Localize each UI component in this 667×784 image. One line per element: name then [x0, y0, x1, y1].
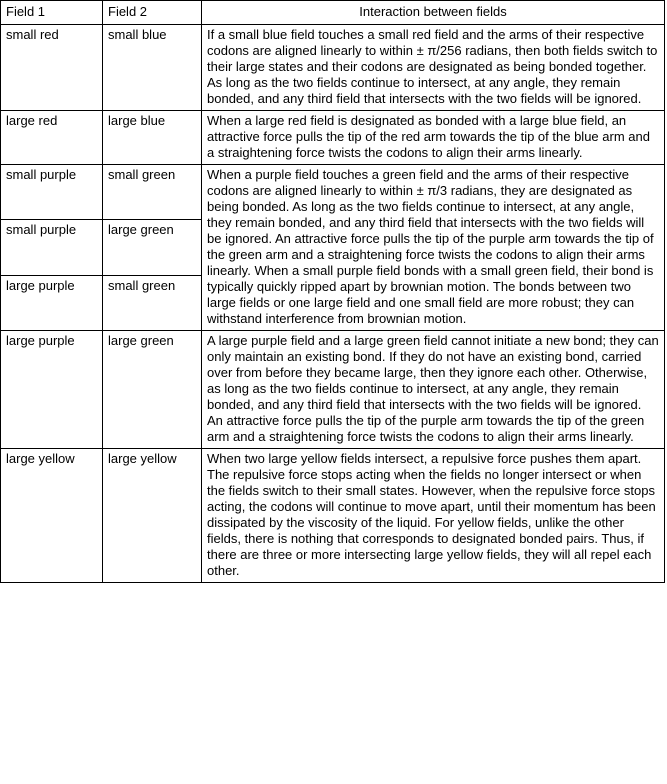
cell-field-1: small purple — [1, 220, 103, 275]
cell-field-2: large blue — [103, 111, 202, 165]
cell-field-2: large yellow — [103, 449, 202, 583]
header-interaction: Interaction between fields — [202, 1, 665, 25]
table-row — [1, 449, 665, 583]
cell-field-1: small red — [1, 25, 103, 111]
table-row — [1, 25, 665, 111]
cell-field-1: large purple — [1, 275, 103, 330]
cell-field-2: large green — [103, 220, 202, 275]
cell-interaction: When a purple field touches a green field and the arms of their respective codons are aligned linearly to within ± π/3 radians, they are designated as being bonded. As long as the two fields continue to intersect, at any angle, they remain bonded, and any third field that intersects with the two fields will be ignored. An attractive force pulls the tip of the purple arm towards the tip of the green arm and a straightening force twists the codons to align their arms linearly. When a small purple field bonds with a small green field, their bond is typically quickly ripped apart by brownian motion. The bonds between two large fields or one large field and one small field are more robust; they can withstand interference from brownian motion. — [202, 165, 665, 331]
cell-interaction: If a small blue field touches a small red field and the arms of their respective codons are aligned linearly to within ± π/256 radians, then both fields switch to their large states and their codons are designated as being bonded together. As long as the two fields continue to intersect, at any angle, they remain bonded, and any third field that intersects with the two fields will be ignored. — [202, 25, 665, 111]
cell-field-2: large green — [103, 331, 202, 449]
cell-interaction: When two large yellow fields intersect, a repulsive force pushes them apart. The repulsive force stops acting when the fields no longer intersect or when the fields switch to their small states. However, when the repulsive force stops acting, the codons will continue to move apart, until their momentum has been dissipated by the viscosity of the liquid. For yellow fields, unlike the other fields, there is nothing that corresponds to designated bonded pairs. Thus, if there are three or more intersecting large yellow fields, they will all repel each other. — [202, 449, 665, 583]
cell-field-2: small green — [103, 165, 202, 220]
cell-field-2: small blue — [103, 25, 202, 111]
header-field-1: Field 1 — [1, 1, 103, 25]
header-row — [1, 1, 665, 25]
cell-field-1: large purple — [1, 331, 103, 449]
table-row — [1, 111, 665, 165]
table-row — [1, 331, 665, 449]
cell-field-1: large red — [1, 111, 103, 165]
header-field-2: Field 2 — [103, 1, 202, 25]
cell-field-1: small purple — [1, 165, 103, 220]
cell-interaction: A large purple field and a large green field cannot initiate a new bond; they can only maintain an existing bond. If they do not have an existing bond, carried over from before they became large, then they ignore each other. Otherwise, as long as the two fields continue to intersect, at any angle, they remain bonded, and any third field that intersects with the two fields will be ignored. An attractive force pulls the tip of the purple arm towards the tip of the green arm and a straightening force twists the codons to align their arms linearly. — [202, 331, 665, 449]
cell-field-1: large yellow — [1, 449, 103, 583]
cell-field-2: small green — [103, 275, 202, 330]
cell-interaction: When a large red field is designated as bonded with a large blue field, an attractive force pulls the tip of the red arm towards the tip of the blue arm and a straightening force twists the codons to align their arms linearly. — [202, 111, 665, 165]
table-row — [1, 165, 665, 220]
